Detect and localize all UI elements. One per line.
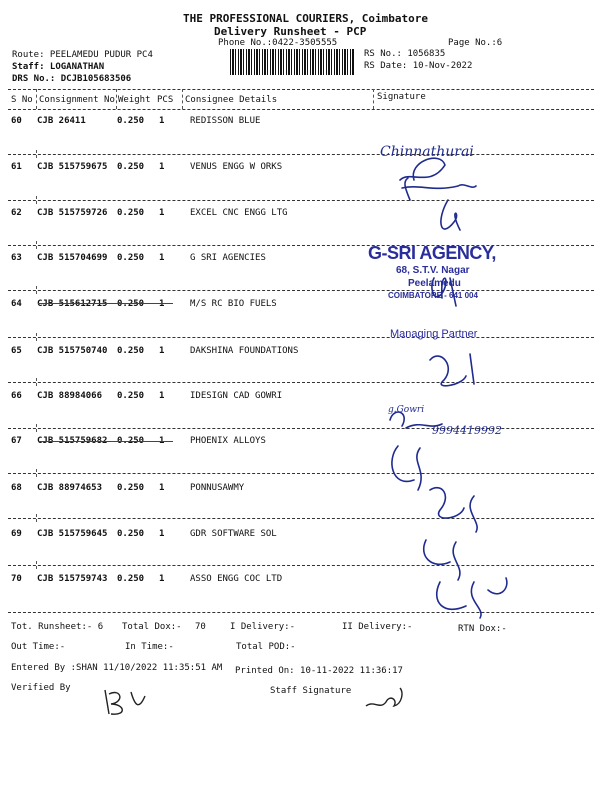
document-title: Delivery Runsheet - PCP — [214, 25, 367, 38]
row-consignee: VENUS ENGG W ORKS — [190, 162, 283, 172]
signature-stroke — [430, 354, 474, 386]
row-consignment: CJB 515750740 — [37, 346, 108, 356]
row-consignment: CJB 88984066 — [37, 391, 103, 401]
row-consignee: GDR SOFTWARE SOL — [190, 529, 277, 539]
total-dox-value: 70 — [195, 622, 206, 632]
row-consignment: CJB 515704699 — [37, 253, 108, 263]
stamp-address-1: 68, S.T.V. Nagar — [396, 265, 470, 276]
col-consignment: Consignment No — [39, 95, 115, 105]
handwritten-name: Chinnathurai — [380, 144, 474, 160]
signature-stroke — [424, 540, 460, 580]
column-tick — [36, 196, 37, 204]
row-consignment: CJB 26411 — [37, 116, 86, 126]
handwritten-signatures — [370, 130, 550, 620]
signature-stroke — [441, 200, 460, 230]
row-consignee: ASSO ENGG COC LTD — [190, 574, 283, 584]
handwritten-phone: 9994419992 — [432, 424, 502, 437]
row-weight: 0.250 — [117, 391, 145, 401]
signature-stroke — [400, 158, 445, 180]
row-pcs: 1 — [159, 483, 165, 493]
row-weight: 0.250 — [117, 116, 145, 126]
column-tick — [36, 241, 37, 249]
row-sno: 69 — [11, 529, 22, 539]
signature-stroke — [402, 178, 476, 200]
tot-runsheet: Tot. Runsheet:- 6 — [11, 622, 104, 632]
row-pcs: 1 — [159, 299, 165, 309]
col-sno: S No — [11, 95, 33, 105]
column-tick — [36, 424, 37, 432]
row-pcs: 1 — [159, 253, 165, 263]
signature-stroke — [105, 690, 145, 714]
row-pcs: 1 — [159, 208, 165, 218]
row-consignment: CJB 515759645 — [37, 529, 108, 539]
row-consignee: M/S RC BIO FUELS — [190, 299, 277, 309]
row-sno: 67 — [11, 436, 22, 446]
rs-number: RS No.: 1056835 — [364, 49, 446, 59]
row-weight: 0.250 — [117, 299, 145, 309]
handwritten-note: g.Gowri — [388, 405, 425, 415]
signature-stroke — [437, 578, 507, 618]
in-time: In Time:- — [125, 642, 174, 652]
page-number: Page No.:6 — [448, 38, 503, 48]
divider — [8, 89, 594, 90]
row-sno: 60 — [11, 116, 22, 126]
row-consignee: REDISSON BLUE — [190, 116, 261, 126]
row-consignment: CJB 515759726 — [37, 208, 108, 218]
route: Route: PEELAMEDU PUDUR PC4 — [12, 50, 153, 60]
row-weight: 0.250 — [117, 529, 145, 539]
row-sno: 65 — [11, 346, 22, 356]
verifier-signature — [95, 680, 165, 720]
total-pod: Total POD:- — [236, 642, 296, 652]
rs-date: RS Date: 10-Nov-2022 — [364, 61, 473, 71]
col-signature: Signature — [377, 92, 426, 102]
col-weight: Weight — [118, 95, 151, 105]
printed-on: Printed On: 10-11-2022 11:36:17 — [235, 666, 403, 676]
row-consignment: CJB 515759743 — [37, 574, 108, 584]
col-consignee: Consignee Details — [185, 95, 278, 105]
staff-signature-label: Staff Signature — [270, 686, 352, 696]
signature-stroke — [432, 278, 456, 306]
signature-stroke — [392, 446, 421, 490]
divider — [8, 109, 594, 110]
column-tick — [36, 150, 37, 158]
signature-stroke — [366, 688, 402, 706]
ii-delivery: II Delivery:- — [342, 622, 413, 632]
row-weight: 0.250 — [117, 346, 145, 356]
row-pcs: 1 — [159, 116, 165, 126]
row-consignee: DAKSHINA FOUNDATIONS — [190, 346, 299, 356]
row-pcs: 1 — [159, 346, 165, 356]
out-time: Out Time:- — [11, 642, 66, 652]
row-weight: 0.250 — [117, 436, 145, 446]
column-tick — [36, 561, 37, 569]
column-tick — [36, 286, 37, 294]
stamp-address-3: COIMBATORE - 641 004 — [388, 291, 478, 300]
total-dox-label: Total Dox:- — [122, 622, 182, 632]
row-weight: 0.250 — [117, 162, 145, 172]
column-divider — [182, 89, 183, 109]
row-sno: 70 — [11, 574, 22, 584]
row-consignee: G SRI AGENCIES — [190, 253, 266, 263]
row-sno: 61 — [11, 162, 22, 172]
column-divider — [116, 89, 117, 109]
column-tick — [36, 514, 37, 522]
row-consignment: CJB 515612715 — [37, 299, 108, 309]
row-pcs: 1 — [159, 162, 165, 172]
row-consignee: IDESIGN CAD GOWRI — [190, 391, 283, 401]
row-weight: 0.250 — [117, 208, 145, 218]
row-pcs: 1 — [159, 391, 165, 401]
strike-through — [38, 303, 173, 304]
row-sno: 62 — [11, 208, 22, 218]
col-pcs: PCS — [157, 95, 174, 105]
i-delivery: I Delivery:- — [230, 622, 296, 632]
row-weight: 0.250 — [117, 574, 145, 584]
rtn-dox: RTN Dox:- — [458, 624, 507, 634]
drs-number: DRS No.: DCJB105683506 — [12, 74, 132, 84]
row-weight: 0.250 — [117, 253, 145, 263]
column-tick — [36, 333, 37, 341]
verified-by: Verified By — [11, 683, 71, 693]
staff: Staff: LOGANATHAN — [12, 62, 105, 72]
row-weight: 0.250 — [117, 483, 145, 493]
entered-by: Entered By :SHAN 11/10/2022 11:35:51 AM — [11, 663, 223, 673]
row-consignee: PHOENIX ALLOYS — [190, 436, 266, 446]
row-sno: 66 — [11, 391, 22, 401]
row-consignment: CJB 515759675 — [37, 162, 108, 172]
stamp-role: Managing Partner — [390, 328, 478, 340]
barcode — [230, 49, 354, 75]
row-consignment: CJB 515759682 — [37, 436, 108, 446]
row-consignee: PONNUSAWMY — [190, 483, 245, 493]
signature-stroke — [430, 488, 477, 532]
company-name: THE PROFESSIONAL COURIERS, Coimbatore — [183, 12, 429, 25]
stamp-address-2: Peelamedu — [408, 278, 461, 289]
stamp-name: G-SRI AGENCY, — [368, 243, 496, 263]
column-tick — [36, 469, 37, 477]
row-sno: 68 — [11, 483, 22, 493]
row-sno: 64 — [11, 299, 22, 309]
phone-number: Phone No.:0422-3505555 — [218, 38, 338, 48]
column-tick — [36, 378, 37, 386]
row-pcs: 1 — [159, 529, 165, 539]
column-divider — [36, 89, 37, 109]
row-sno: 63 — [11, 253, 22, 263]
row-consignee: EXCEL CNC ENGG LTG — [190, 208, 288, 218]
staff-signature-mark — [360, 684, 410, 714]
row-pcs: 1 — [159, 436, 165, 446]
column-divider — [373, 89, 374, 109]
row-pcs: 1 — [159, 574, 165, 584]
row-consignment: CJB 88974653 — [37, 483, 103, 493]
strike-through — [38, 441, 173, 442]
